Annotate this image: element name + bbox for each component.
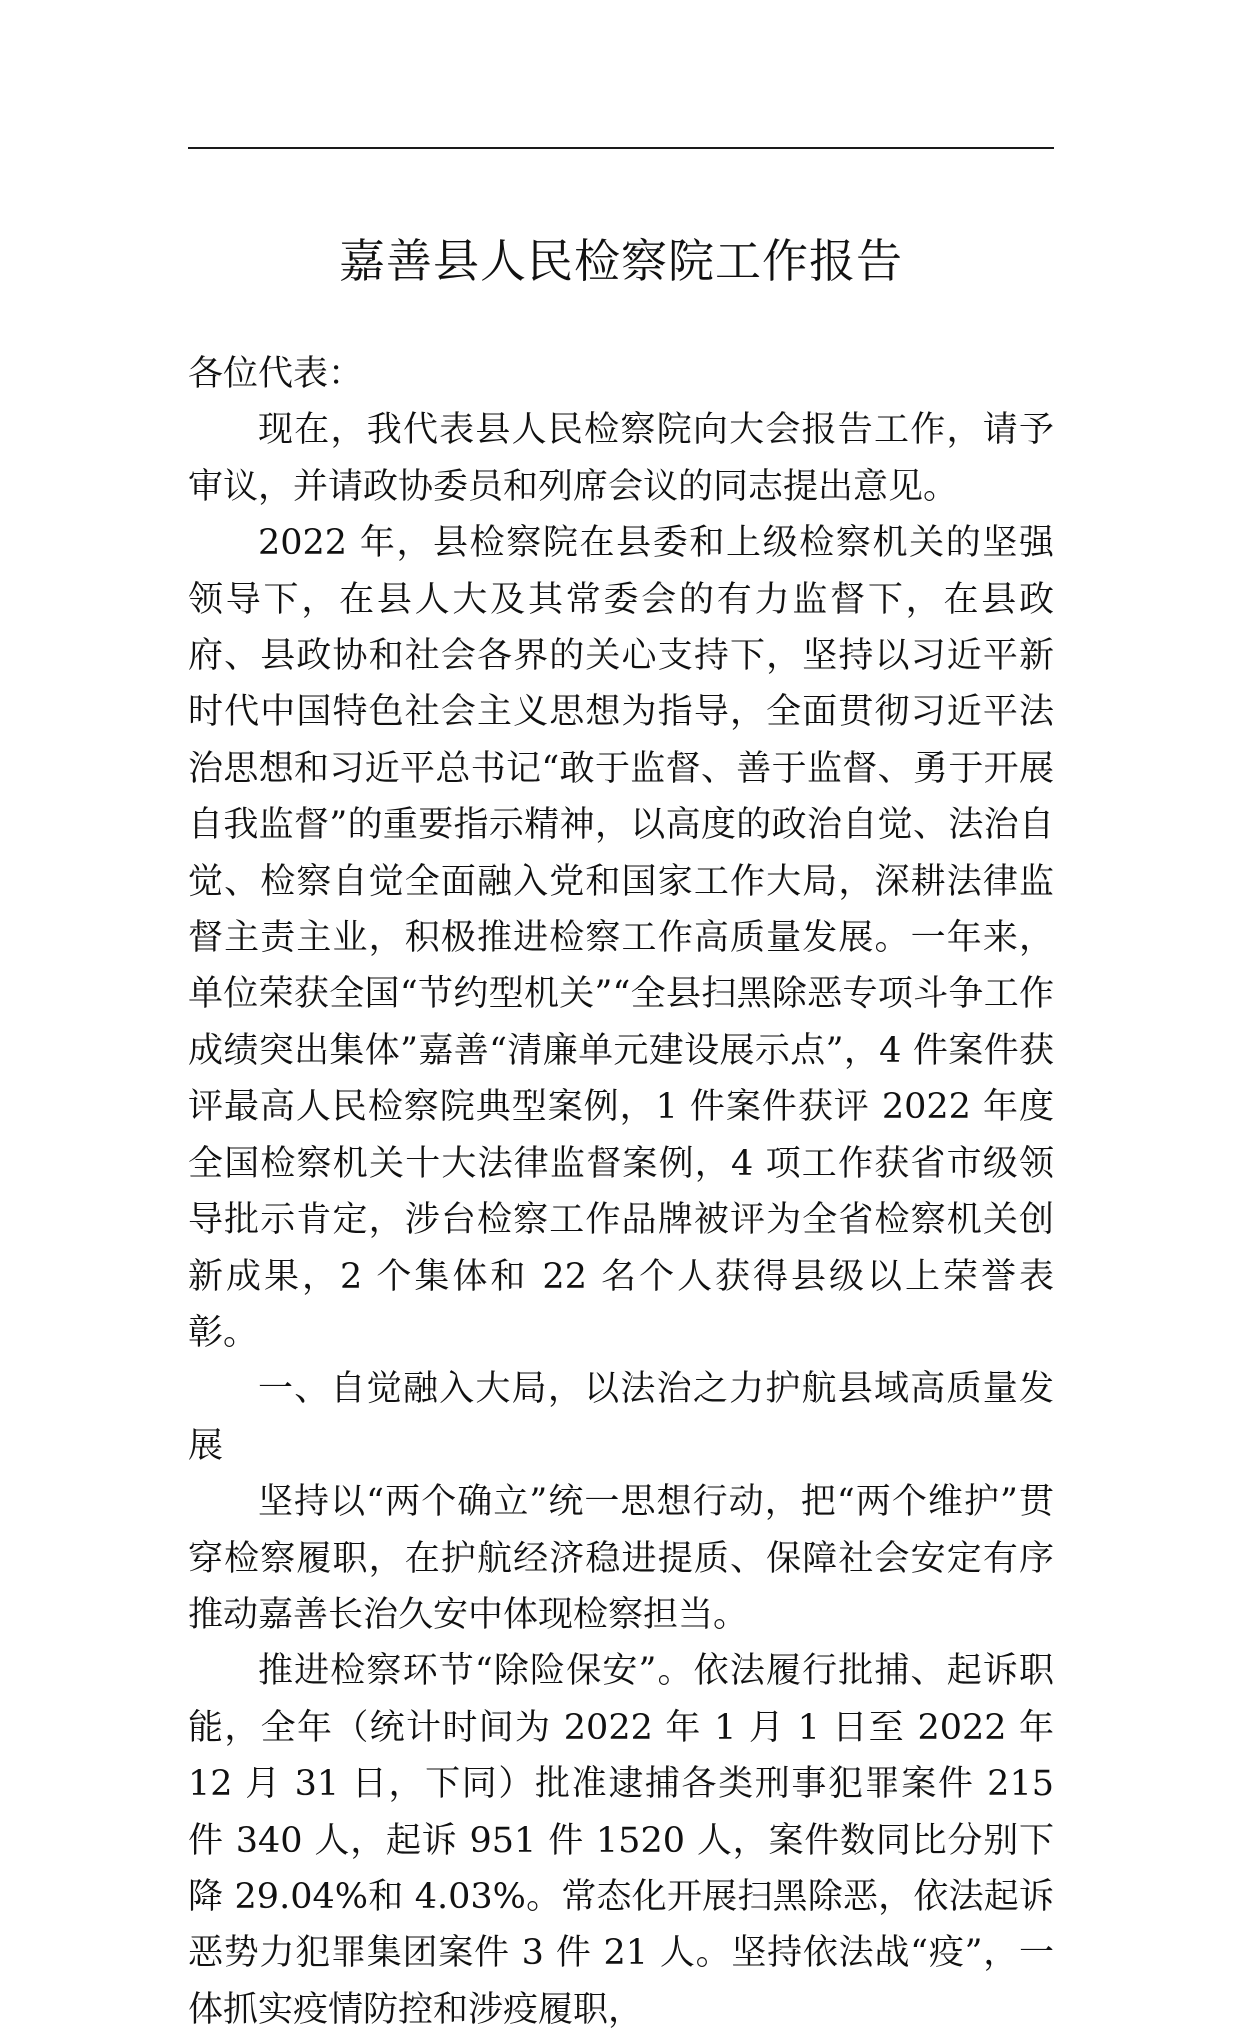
document-title: 嘉善县人民检察院工作报告 bbox=[339, 234, 903, 288]
header-rule bbox=[188, 147, 1054, 149]
summary-paragraph: 2022 年，县检察院在县委和上级检察机关的坚强领导下，在县人大及其常委会的有力监督下，在县政府、县政协和社会各界的关心支持下，坚持以习近平新时代中国特色社会主义思想为指导，全面贯彻习近平法治思想和习近平总书记“敢于监督、善于监督、勇于开展自我监督”的重要指示精神，以高度的政治自觉、法治自觉、检察自觉全面融入党和国家工作大局，深耕法律监督主责主业，积极推进检察工作高质量发展。一年来，单位荣获全国“节约型机关”“全县扫黑除恶专项斗争工作成绩突出集体”嘉善“清廉单元建设展示点”，4 件案件获评最高人民检察院典型案例，1 件案件获评 2022 年度全国检察机关十大法律监督案例，4 项工作获省市级领导批示肯定，涉台检察工作品牌被评为全省检察机关创新成果，2 个集体和 22 名个人获得县级以上荣誉表彰。 bbox=[188, 523, 1054, 1353]
section-heading: 一、自觉融入大局，以法治之力护航县域高质量发展 bbox=[188, 1369, 1054, 1466]
section-detail-paragraph: 推进检察环节“除险保安”。依法履行批捕、起诉职能，全年（统计时间为 2022 年 1 月 1 日至 2022 年 12 月 31 日，下同）批准逮捕各类刑事犯罪案件 215 件 340 人，起诉 951 件 1520 人，案件数同比分别下降 29.04%和 4.03%。常态化开展扫黑除恶，依法起诉恶势力犯罪集团案件 3 件 21 人。坚持依法战“疫”，一体抓实疫情防控和涉疫履职， bbox=[188, 1651, 1054, 2030]
salutation: 各位代表： bbox=[188, 354, 364, 394]
opening-paragraph: 现在，我代表县人民检察院向大会报告工作，请予审议，并请政协委员和列席会议的同志提出意见。 bbox=[188, 410, 1054, 507]
section-intro-paragraph: 坚持以“两个确立”统一思想行动，把“两个维护”贯穿检察履职，在护航经济稳进提质、保障社会安定有序推动嘉善长治久安中体现检察担当。 bbox=[188, 1482, 1054, 1635]
report-body bbox=[188, 346, 1054, 2038]
